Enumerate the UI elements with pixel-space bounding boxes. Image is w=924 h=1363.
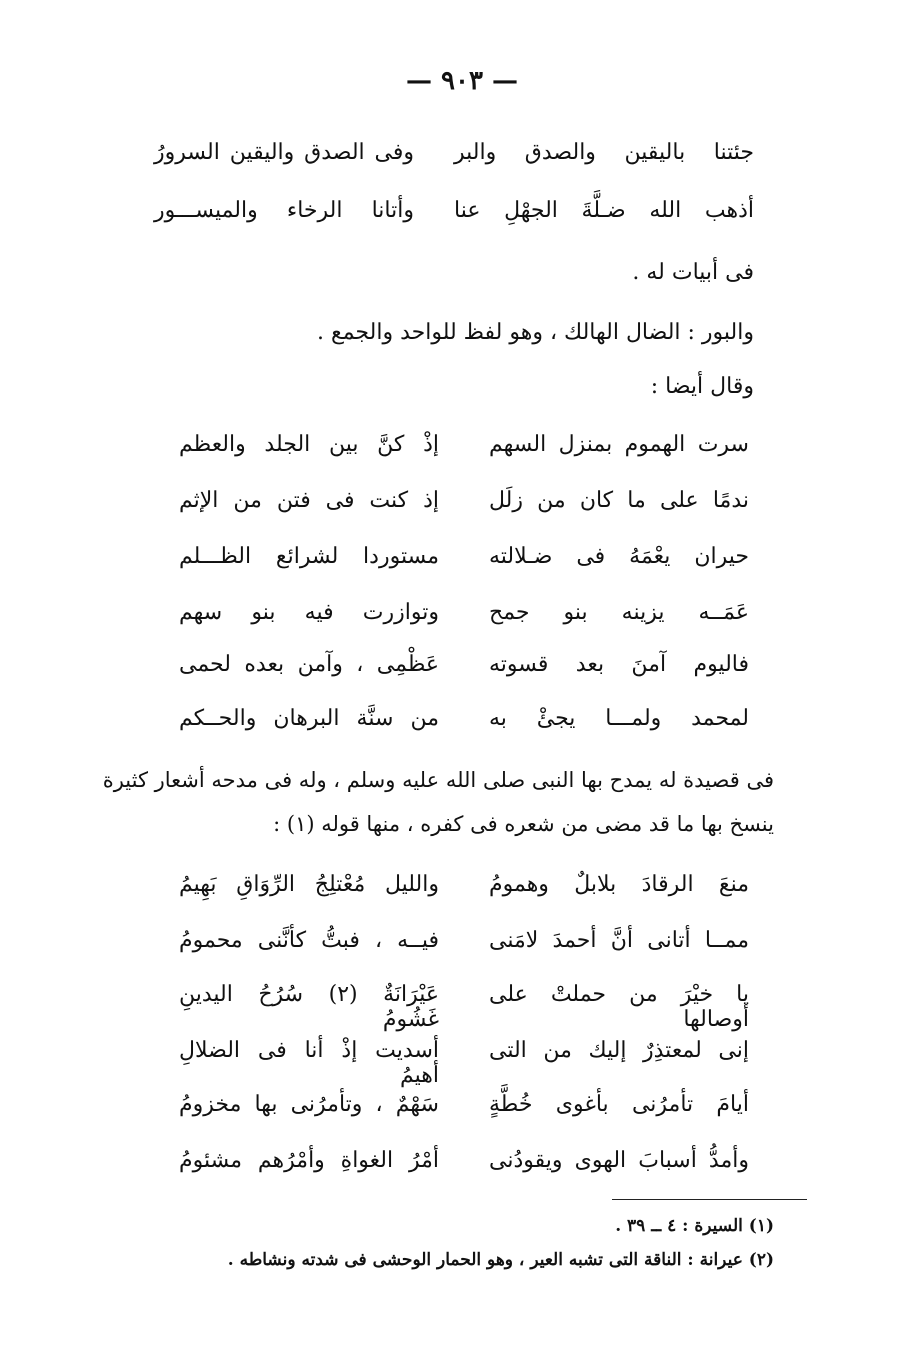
verse-second-hemistich: والليل مُعْتلِجُ الرِّوَاقِ بَهِيمُ: [179, 872, 439, 897]
verse-second-hemistich: من سنَّة البرهان والحــكم: [179, 706, 439, 731]
verse-first-hemistich: حيران يعْمَهُ فى ضـلالته: [489, 544, 749, 569]
prose-line: فى قصيدة له يمدح بها النبى صلى الله عليه وسلم ، وله فى مدحه أشعار كثيرة: [102, 768, 774, 792]
footnote: (١) السيرة : ٤ ــ ٣٩ .: [615, 1216, 774, 1236]
verse-line: [179, 1092, 749, 1136]
verse-second-hemistich: مستوردا لشرائع الظـــلم: [179, 544, 439, 569]
verse-line: [179, 488, 749, 532]
prose-line: فى أبيات له .: [632, 260, 754, 285]
verse-second-hemistich: وأتانا الرخاء والميســـور: [154, 198, 414, 223]
prose-line: والبور : الضال الهالك ، وهو لفظ للواحد والجمع .: [317, 320, 754, 345]
verse-second-hemistich: أسديت إذْ أنا فى الضلالِ أهيمُ: [179, 1038, 439, 1088]
verse-line: [179, 706, 749, 750]
verse-second-hemistich: إذْ كنَّ بين الجلد والعظم: [179, 432, 439, 457]
prose-line: وقال أيضا :: [650, 374, 754, 399]
verse-line: [179, 652, 749, 696]
verse-second-hemistich: عَيْرَانَةٌ (٢) سُرُحُ اليدينِ غَشُومُ: [179, 982, 440, 1032]
verse-line: [179, 432, 749, 476]
verse-first-hemistich: ندمًا على ما كان من زلَل: [489, 488, 749, 513]
footnote: (٢) عيرانة : الناقة التى تشبه العير ، وهو الحمار الوحشى فى شدته ونشاطه .: [227, 1250, 774, 1270]
verse-second-hemistich: فيــه ، فبتُّ كأنَّنى محمومُ: [179, 928, 439, 953]
verse-first-hemistich: ممــا أتانى أنَّ أحمدَ لامَنى: [489, 928, 749, 953]
verse-second-hemistich: وفى الصدق واليقين السرورُ: [154, 140, 414, 165]
verse-second-hemistich: سَهْمٌ ، وتأمرُنى بها مخزومُ: [179, 1092, 439, 1117]
verse-line: [179, 1038, 749, 1088]
verse-first-hemistich: وأمدُّ أسبابَ الهوى ويقودُنى: [489, 1148, 749, 1173]
verse-first-hemistich: أذهب الله ضـلَّةَ الجهْلِ عنا: [454, 198, 754, 223]
verse-second-hemistich: إذ كنت فى فتن من الإثم: [179, 488, 439, 513]
verse-first-hemistich: فاليوم آمنَ بعد قسوته: [489, 652, 749, 677]
verse-line: [179, 544, 749, 588]
verse-line: [179, 982, 749, 1032]
verse-first-hemistich: جئتنا باليقين والصدق والبر: [454, 140, 754, 165]
verse-first-hemistich: منعَ الرقادَ بلابلٌ وهمومُ: [489, 872, 749, 897]
verse-first-hemistich: عَمَــه يزينه بنو جمح: [489, 600, 749, 625]
verse-line: [154, 140, 754, 184]
verse-first-hemistich: يا خيْرَ من حملتْ على أوصالها: [489, 982, 749, 1032]
verse-first-hemistich: إنى لمعتذِرٌ إليك من التى: [489, 1038, 749, 1063]
verse-second-hemistich: عَظْمِى ، وآمن بعده لحمى: [179, 652, 439, 677]
verse-line: [179, 600, 749, 644]
verse-first-hemistich: سرت الهموم بمنزل السهم: [489, 432, 749, 457]
verse-line: [154, 198, 754, 242]
footnote-divider: [612, 1199, 807, 1200]
verse-first-hemistich: أيامَ تأمرُنى بأغوى خُطَّةٍ: [489, 1092, 749, 1117]
verse-line: [179, 872, 749, 916]
verse-line: [179, 928, 749, 972]
verse-second-hemistich: وتوازرت فيه بنو سهم: [179, 600, 439, 625]
page-number: — ٩٠٣ —: [405, 66, 519, 96]
verse-first-hemistich: لمحمد ولمـــا يجئْ به: [489, 706, 749, 731]
prose-line: ينسخ بها ما قد مضى من شعره فى كفره ، منها قوله (١) :: [273, 812, 774, 836]
verse-line: [179, 1148, 749, 1192]
verse-second-hemistich: أمْرُ الغواةِ وأمْرُهم مشئومُ: [179, 1148, 439, 1173]
